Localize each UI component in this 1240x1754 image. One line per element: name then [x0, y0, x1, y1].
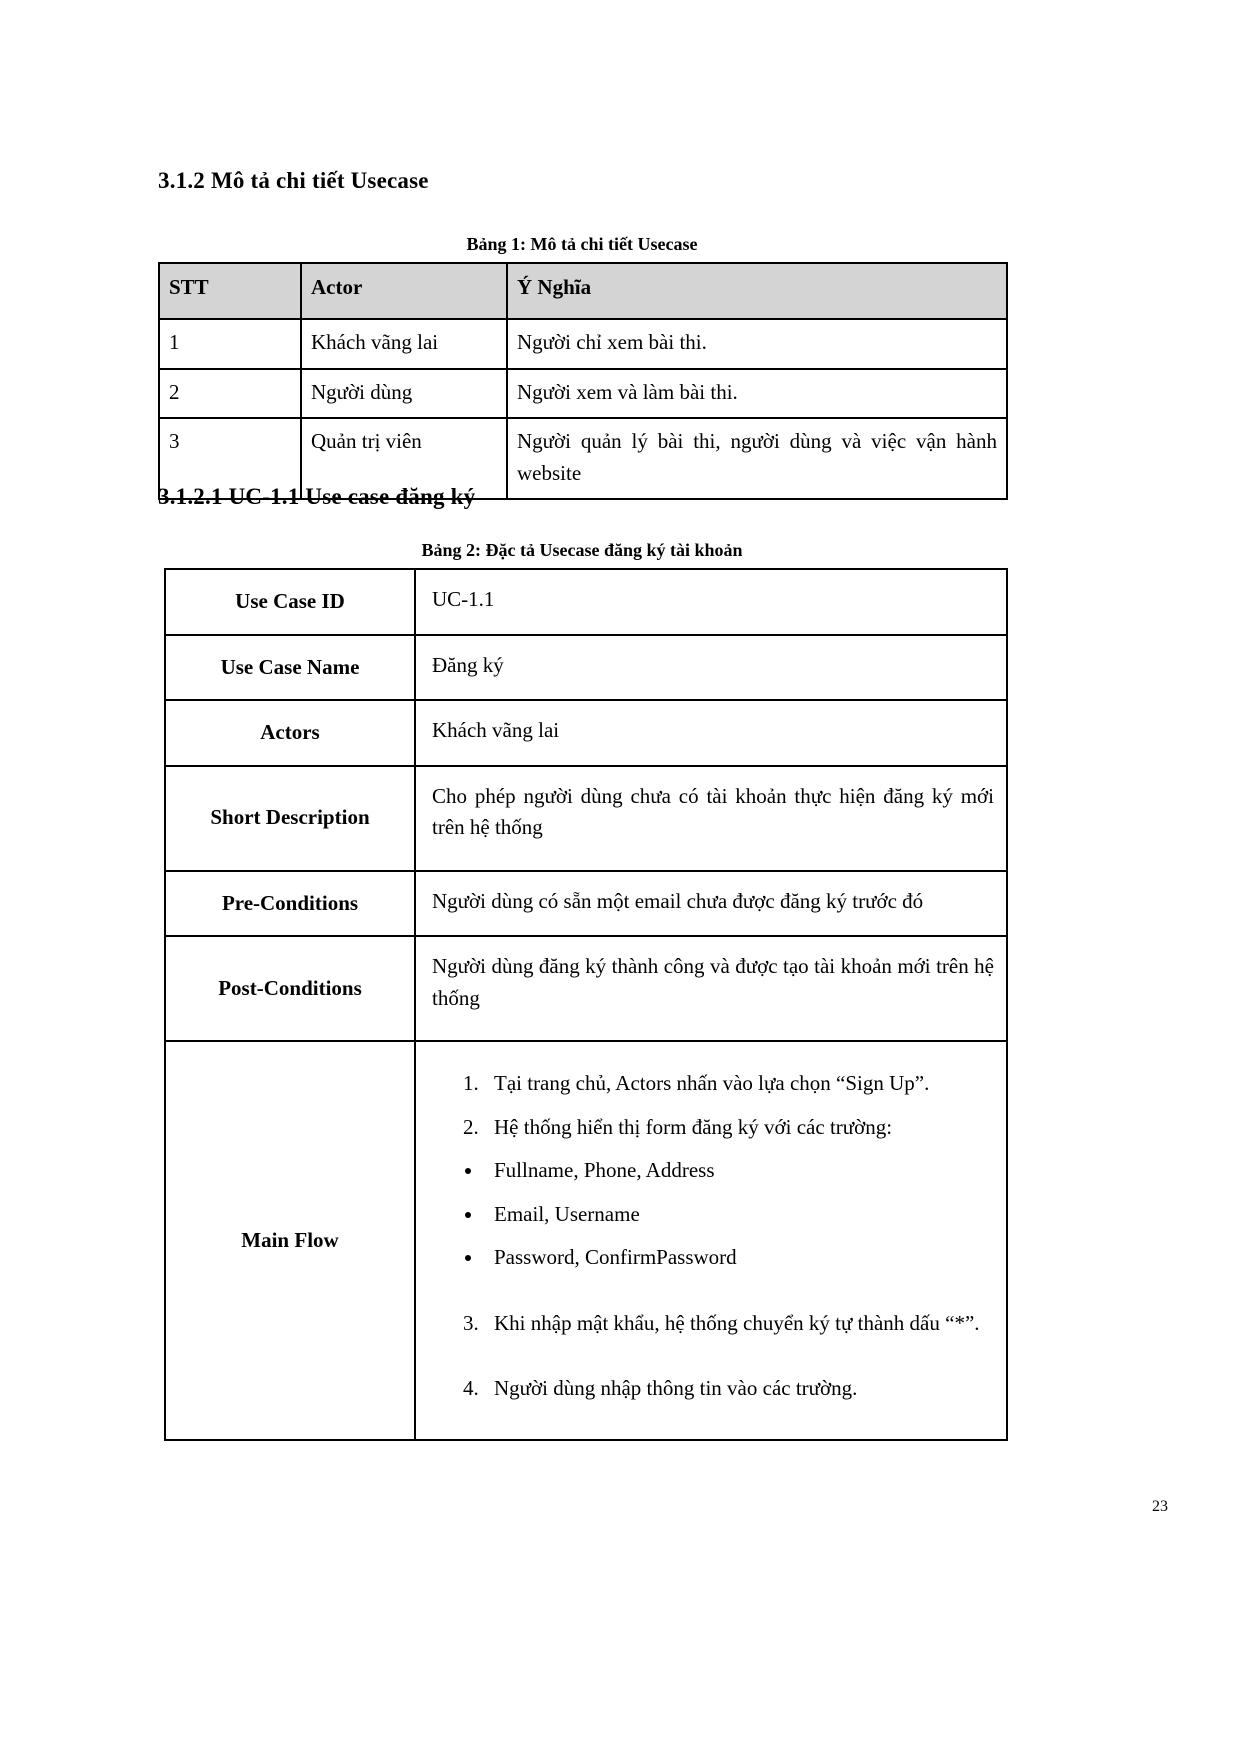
- table2-caption-wrap: [158, 540, 1006, 561]
- usecase-specification-table: [164, 568, 1008, 1441]
- usecase-id-value: UC-1.1: [415, 569, 1007, 635]
- usecase-name-value: Đăng ký: [415, 635, 1007, 701]
- table-row: [159, 319, 1007, 369]
- heading-312-wrap: [158, 168, 429, 194]
- table-row: [165, 635, 1007, 701]
- list-item: • Password, ConfirmPassword: [484, 1242, 992, 1274]
- main-flow-step: 3. Khi nhập mật khẩu, hệ thống chuyển ký tự thành dấu “*”.: [484, 1308, 992, 1340]
- usecase-actor-table: [158, 262, 1008, 500]
- table1-cell-actor: Quản trị viên: [301, 418, 507, 499]
- usecase-id-label: Use Case ID: [165, 569, 415, 635]
- actors-label: Actors: [165, 700, 415, 766]
- main-flow-field-list: [428, 1155, 992, 1274]
- table1-cell-actor: Người dùng: [301, 369, 507, 419]
- main-flow-step: 4. Người dùng nhập thông tin vào các trường.: [484, 1373, 992, 1405]
- table1-cell-stt: 2: [159, 369, 301, 419]
- main-flow-step: 2. Hệ thống hiển thị form đăng ký với các trường:: [484, 1112, 992, 1144]
- list-item: • Email, Username: [484, 1199, 992, 1231]
- pre-conditions-value: Người dùng có sẵn một email chưa được đăng ký trước đó: [415, 871, 1007, 937]
- table1-header-stt: STT: [159, 263, 301, 319]
- short-description-value: Cho phép người dùng chưa có tài khoản thực hiện đăng ký mới trên hệ thống: [415, 766, 1007, 871]
- table1-cell-meaning: Người xem và làm bài thi.: [507, 369, 1007, 419]
- table-row: [165, 871, 1007, 937]
- actors-value: Khách vãng lai: [415, 700, 1007, 766]
- table-row: [165, 700, 1007, 766]
- table2-wrap: [164, 568, 1008, 1441]
- section-heading-3121: 3.1.2.1 UC-1.1 Use case đăng ký: [158, 484, 476, 509]
- table-row: [165, 766, 1007, 871]
- table1-cell-stt: 3: [159, 418, 301, 499]
- post-conditions-value: Người dùng đăng ký thành công và được tạo tài khoản mới trên hệ thống: [415, 936, 1007, 1041]
- table-row: [159, 369, 1007, 419]
- table-header-row: [159, 263, 1007, 319]
- table2-caption: Bảng 2: Đặc tả Usecase đăng ký tài khoản: [421, 540, 743, 560]
- usecase-name-label: Use Case Name: [165, 635, 415, 701]
- pre-conditions-label: Pre-Conditions: [165, 871, 415, 937]
- table1-header-meaning: Ý Nghĩa: [507, 263, 1007, 319]
- post-conditions-label: Post-Conditions: [165, 936, 415, 1041]
- main-flow-step: 1. Tại trang chủ, Actors nhấn vào lựa chọn “Sign Up”.: [484, 1068, 992, 1100]
- table1-cell-meaning: Người chỉ xem bài thi.: [507, 319, 1007, 369]
- heading-3121-wrap: [158, 484, 475, 510]
- table-row: [165, 936, 1007, 1041]
- short-description-label: Short Description: [165, 766, 415, 871]
- list-item: • Fullname, Phone, Address: [484, 1155, 992, 1187]
- table1-caption: Bảng 1: Mô tả chi tiết Usecase: [466, 234, 698, 254]
- table1-wrap: [158, 262, 1008, 500]
- table1-caption-wrap: [158, 234, 1006, 255]
- page-number: 23: [1152, 1498, 1168, 1515]
- main-flow-steps-continued: [428, 1308, 992, 1405]
- table1-cell-stt: 1: [159, 319, 301, 369]
- main-flow-steps: [428, 1068, 992, 1143]
- table-row: [165, 569, 1007, 635]
- table-row-main-flow: [165, 1041, 1007, 1440]
- table1-header-actor: Actor: [301, 263, 507, 319]
- table1-cell-actor: Khách vãng lai: [301, 319, 507, 369]
- section-heading-312: 3.1.2 Mô tả chi tiết Usecase: [158, 168, 429, 193]
- main-flow-value: [415, 1041, 1007, 1440]
- table1-cell-meaning: Người quản lý bài thi, người dùng và việc vận hành website: [507, 418, 1007, 499]
- main-flow-label: Main Flow: [165, 1041, 415, 1440]
